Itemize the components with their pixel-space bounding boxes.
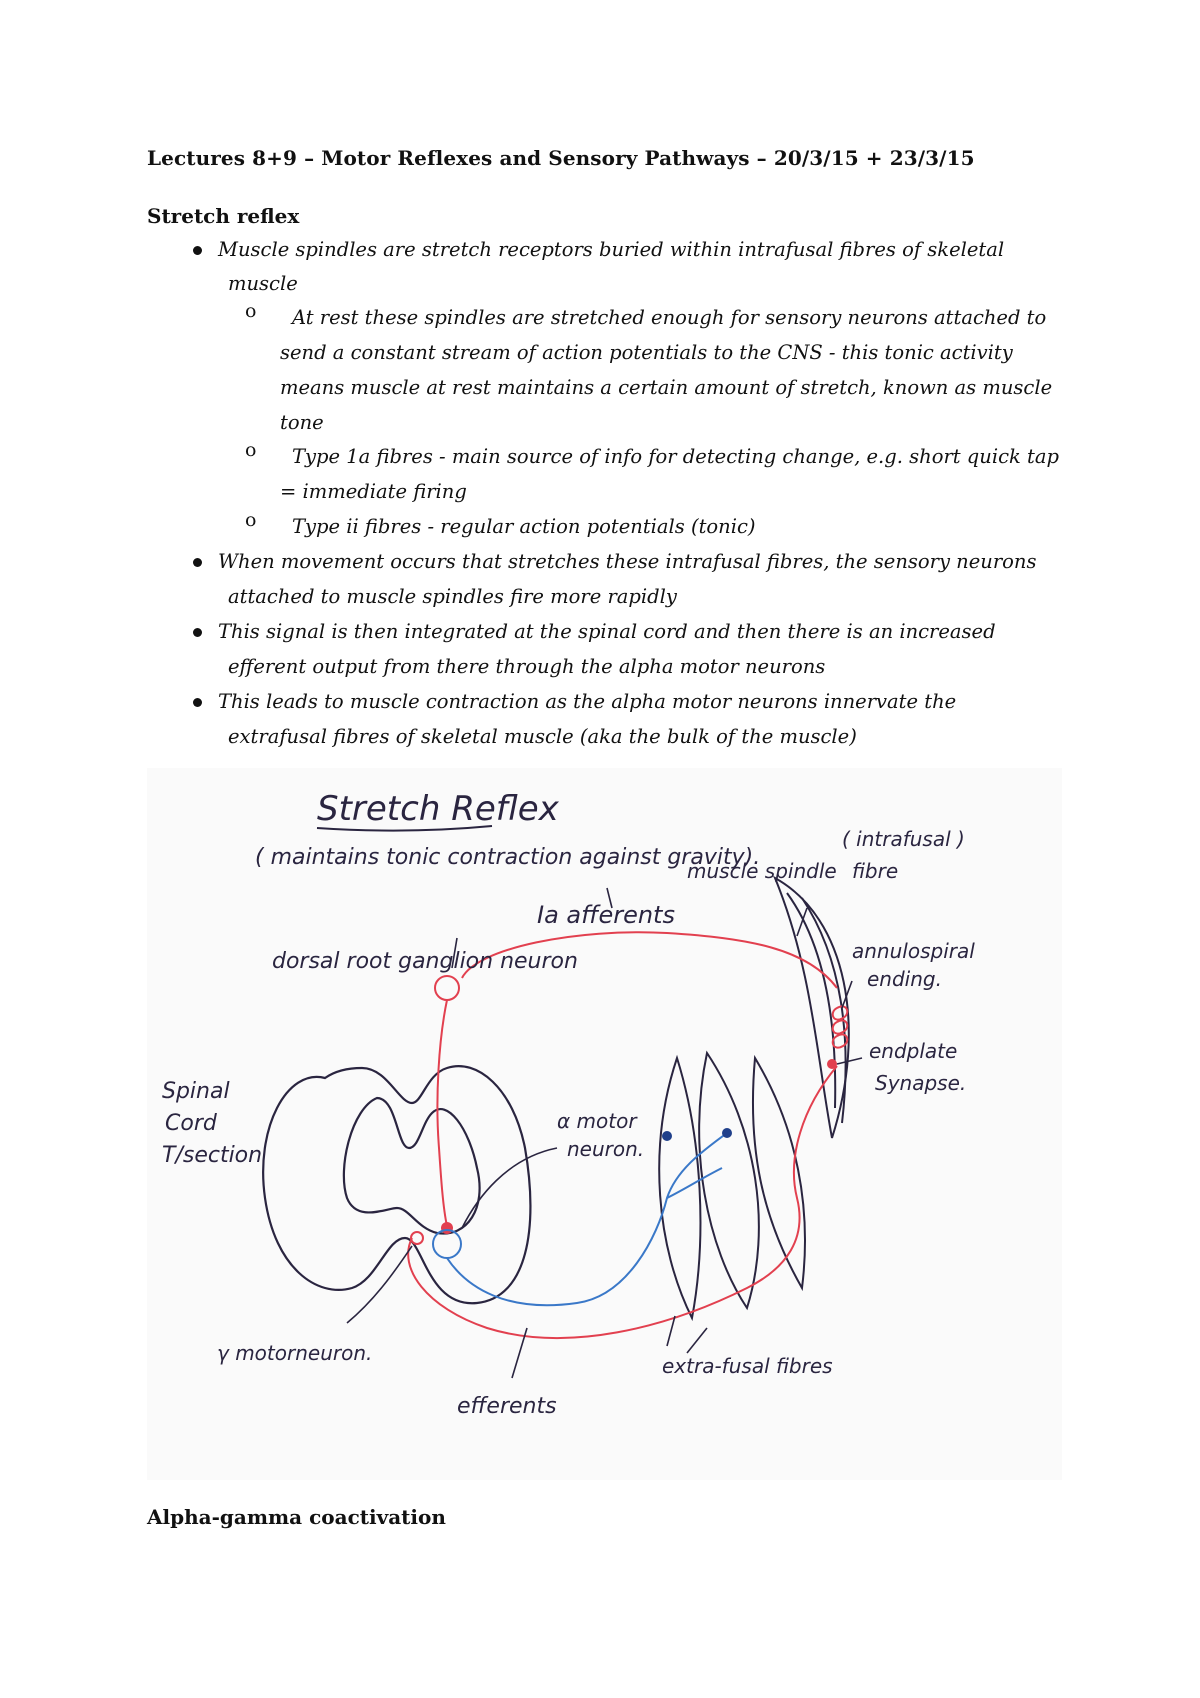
label-gamma-motorneuron: γ motorneuron. xyxy=(217,1341,373,1365)
extrafusal-fibres xyxy=(659,1053,805,1318)
list-item: This leads to muscle contraction as the alpha motor neurons innervate the xyxy=(218,690,957,713)
diagram-subtitle: ( maintains tonic contraction against gravity). xyxy=(255,845,761,870)
label-annulospiral: annulospiral xyxy=(852,939,975,963)
gamma-motorneuron-soma xyxy=(411,1232,423,1244)
label-annulospiral-ending: ending. xyxy=(867,967,942,991)
sub-bullet-marker: o xyxy=(245,509,257,531)
list-item-continuation: muscle xyxy=(228,272,298,295)
label-cord: Cord xyxy=(165,1111,217,1136)
bullet-marker xyxy=(193,628,202,637)
dorsal-root-terminal-dot xyxy=(441,1222,453,1234)
sub-list-item-continuation: = immediate firing xyxy=(280,480,467,503)
alpha-terminal-dot xyxy=(662,1131,672,1141)
ia-afferent-pathway xyxy=(408,932,847,1338)
bullet-marker xyxy=(193,246,202,255)
label-dorsal-root-ganglion: dorsal root ganglion neuron xyxy=(272,949,578,974)
label-t-section: T/section xyxy=(162,1143,263,1168)
sub-list-item-continuation: send a constant stream of action potentials to the CNS - this tonic activity xyxy=(280,341,1013,364)
sub-list-item-continuation: means muscle at rest maintains a certain amount of stretch, known as muscle xyxy=(280,376,1053,399)
diagram-title: Stretch Reflex xyxy=(317,789,559,829)
label-intrafusal: ( intrafusal ) xyxy=(842,827,965,851)
label-alpha-motor: α motor xyxy=(557,1109,637,1133)
sub-list-item-continuation: tone xyxy=(280,411,324,434)
sub-bullet-marker: o xyxy=(245,300,257,322)
list-item: This signal is then integrated at the spinal cord and then there is an increased xyxy=(218,620,996,643)
label-ia-afferents: Ia afferents xyxy=(537,901,675,929)
endplate-synapse-dot xyxy=(827,1059,837,1069)
section-heading-stretch-reflex: Stretch reflex xyxy=(147,204,300,228)
sub-list-item: Type 1a fibres - main source of info for detecting change, e.g. short quick tap xyxy=(292,445,1059,468)
label-spinal: Spinal xyxy=(162,1079,230,1104)
label-muscle-spindle: muscle spindle xyxy=(687,859,837,883)
label-endplate: endplate xyxy=(869,1039,958,1063)
bullet-marker xyxy=(193,698,202,707)
label-intrafusal-fibre: fibre xyxy=(852,859,899,883)
alpha-terminal-dot xyxy=(722,1128,732,1138)
list-item: Muscle spindles are stretch receptors buried within intrafusal fibres of skeletal xyxy=(218,238,1005,261)
list-item-continuation: extrafusal fibres of skeletal muscle (aka the bulk of the muscle) xyxy=(228,725,857,748)
sub-list-item: At rest these spindles are stretched enough for sensory neurons attached to xyxy=(292,306,1047,329)
sub-list-item: Type ii fibres - regular action potentials (tonic) xyxy=(292,515,756,538)
stretch-reflex-diagram xyxy=(147,768,1062,1480)
list-item-continuation: efferent output from there through the alpha motor neurons xyxy=(228,655,826,678)
sub-bullet-marker: o xyxy=(245,439,257,461)
label-extrafusal-fibres: extra-fusal fibres xyxy=(662,1354,833,1378)
section-heading-alpha-gamma: Alpha-gamma coactivation xyxy=(147,1505,446,1529)
list-item: When movement occurs that stretches these intrafusal fibres, the sensory neurons xyxy=(218,550,1037,573)
label-endplate-synapse: Synapse. xyxy=(875,1071,967,1095)
list-item-continuation: attached to muscle spindles fire more rapidly xyxy=(228,585,677,608)
document-title: Lectures 8+9 – Motor Reflexes and Sensory Pathways – 20/3/15 + 23/3/15 xyxy=(147,146,975,170)
bullet-marker xyxy=(193,558,202,567)
label-alpha-neuron: neuron. xyxy=(567,1137,645,1161)
label-efferents: efferents xyxy=(457,1394,557,1419)
